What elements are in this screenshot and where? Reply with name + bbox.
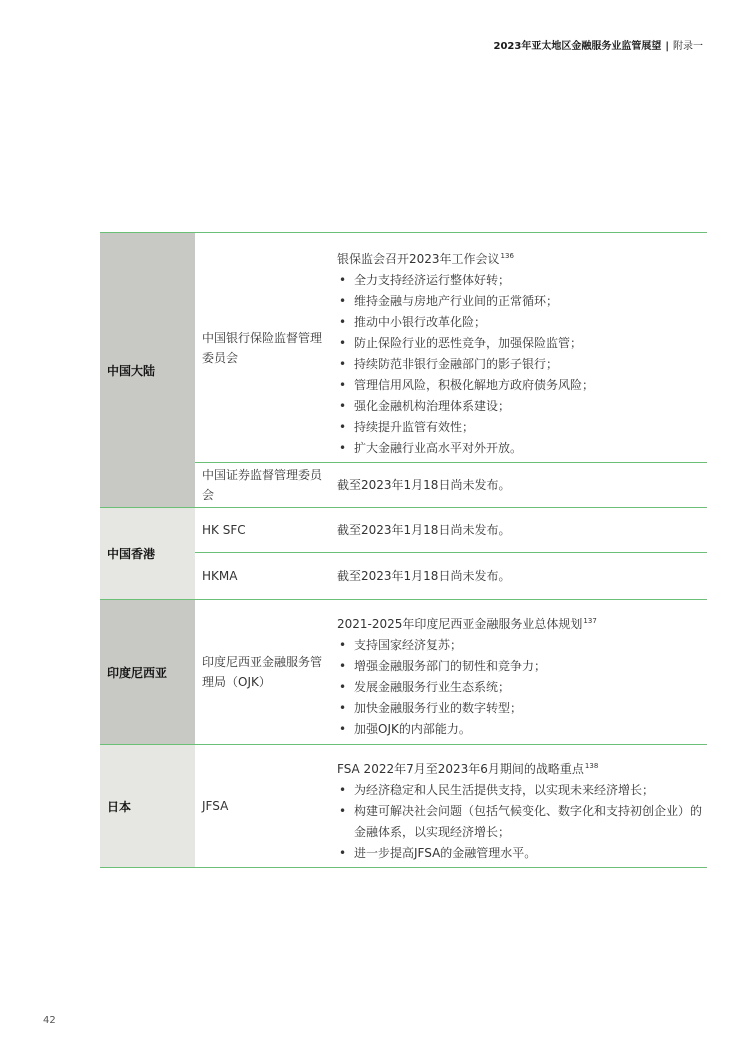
bullet-list [337, 270, 703, 459]
page-number: 42 [43, 1015, 56, 1026]
row-content [330, 600, 707, 744]
list-item: • 进一步提高JFSA的金融管理水平。 [337, 843, 703, 864]
row-content: 截至2023年1月18日尚未发布。 [337, 522, 511, 537]
region-label: 中国香港 [100, 508, 195, 599]
title-text: FSA 2022年7月至2023年6月期间的战略重点 [337, 762, 584, 776]
list-item: • 为经济稳定和人民生活提供支持，以实现未来经济增长； [337, 780, 703, 801]
list-item: • 发展金融服务行业生态系统； [337, 677, 703, 698]
table-row [195, 508, 707, 552]
header-section: 附录一 [673, 41, 703, 52]
agency-name: 中国银行保险监督管理委员会 [202, 330, 323, 365]
region-hong-kong [100, 508, 707, 600]
header-separator: | [665, 41, 669, 52]
list-item: • 增强金融服务部门的韧性和竞争力； [337, 656, 703, 677]
list-item: • 管理信用风险，积极化解地方政府债务风险； [337, 375, 703, 396]
table-row [195, 600, 707, 744]
bullet-list [337, 635, 703, 740]
list-item: • 加快金融服务行业的数字转型； [337, 698, 703, 719]
region-china-mainland [100, 232, 707, 508]
list-item: • 持续防范非银行金融部门的影子银行； [337, 354, 703, 375]
agency-name: JFSA [202, 799, 229, 813]
list-item: • 强化金融机构治理体系建设； [337, 396, 703, 417]
title-text: 银保监会召开2023年工作会议 [337, 252, 500, 266]
bullet-list [337, 780, 703, 864]
region-indonesia [100, 600, 707, 745]
row-content: 截至2023年1月18日尚未发布。 [337, 477, 511, 492]
table-row [195, 462, 707, 507]
list-item: • 构建可解决社会问题（包括气候变化、数字化和支持初创企业）的金融体系，以实现经济增长； [337, 801, 703, 843]
row-content [330, 745, 707, 867]
list-item: • 支持国家经济复苏； [337, 635, 703, 656]
header-title: 2023年亚太地区金融服务业监管展望 [493, 41, 662, 52]
row-content: 截至2023年1月18日尚未发布。 [337, 568, 511, 583]
table-row [195, 745, 707, 867]
agency-name: 中国证券监督管理委员会 [202, 468, 323, 502]
list-item: • 推动中小银行改革化险； [337, 312, 703, 333]
agency-name: 印度尼西亚金融服务管理局（OJK） [202, 655, 323, 689]
agency-name: HKMA [202, 569, 238, 583]
list-item: • 扩大金融行业高水平对外开放。 [337, 438, 703, 459]
region-japan [100, 745, 707, 868]
row-content [330, 233, 707, 462]
footnote-ref: 137 [583, 617, 597, 625]
list-item: • 维持金融与房地产行业间的正常循环； [337, 291, 703, 312]
row-title [337, 246, 703, 270]
row-title [337, 611, 703, 635]
running-header [494, 37, 704, 52]
region-label: 中国大陆 [100, 233, 195, 507]
table-row [195, 233, 707, 462]
regulatory-table [100, 232, 707, 868]
agency-name: HK SFC [202, 523, 246, 537]
region-label: 印度尼西亚 [100, 600, 195, 744]
list-item: • 全力支持经济运行整体好转； [337, 270, 703, 291]
title-text: 2021-2025年印度尼西亚金融服务业总体规划 [337, 617, 583, 631]
list-item: • 防止保险行业的恶性竞争，加强保险监管； [337, 333, 703, 354]
list-item: • 加强OJK的内部能力。 [337, 719, 703, 740]
region-label: 日本 [100, 745, 195, 867]
footnote-ref: 136 [500, 252, 514, 260]
table-row [195, 552, 707, 599]
row-title [337, 756, 703, 780]
list-item: • 持续提升监管有效性； [337, 417, 703, 438]
footnote-ref: 138 [584, 762, 599, 770]
